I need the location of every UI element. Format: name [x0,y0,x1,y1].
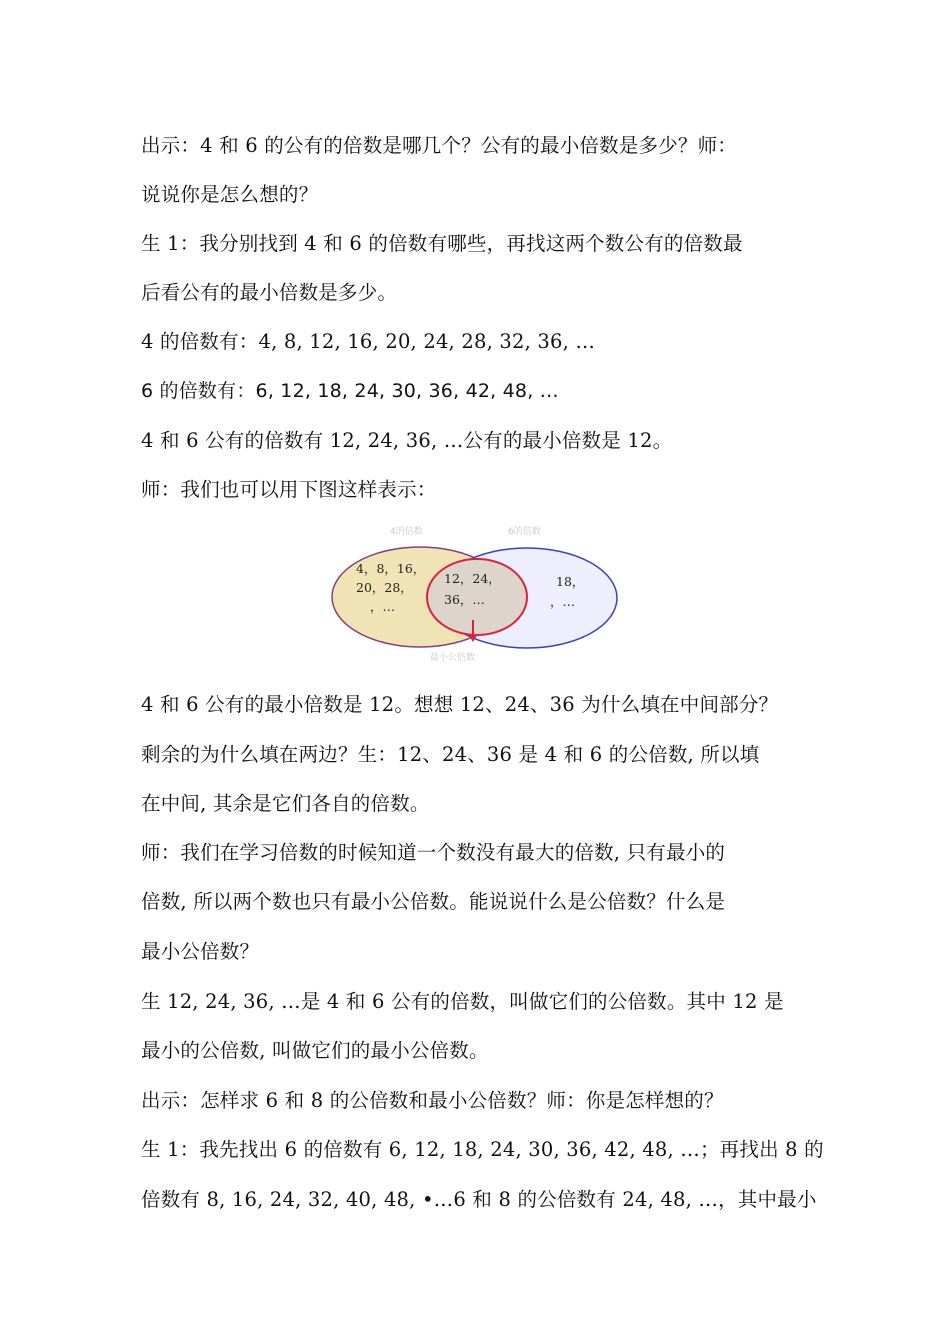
text-line: 最小公倍数？ [141,940,260,963]
text-line: 倍数有 8, 16, 24, 32, 40, 48, •…6 和 8 的公倍数有 24, 48, …，其中最小 [141,1188,817,1211]
venn-left-item: 20，28， [356,580,413,595]
text-line: 倍数, 所以两个数也只有最小公倍数。能说说什么是公倍数？什么是 [141,890,726,913]
venn-middle-item: 36，… [444,592,485,607]
venn-diagram [330,520,630,670]
text-line: 最小的公倍数, 叫做它们的最小公倍数。 [141,1039,489,1062]
venn-left-label: 4的倍数 [390,527,423,537]
venn-right-item: ，… [550,594,576,609]
text-line: 在中间, 其余是它们各自的倍数。 [141,792,430,815]
text-line: 4 的倍数有：4, 8, 12, 16, 20, 24, 28, 32, 36, … [141,330,596,353]
text-line: 说说你是怎么想的？ [141,183,319,206]
text-line: 师：我们也可以用下图这样表示： [141,478,437,501]
text-line: 后看公有的最小倍数是多少。 [141,281,398,304]
venn-middle-item: 12，24， [444,571,501,586]
text-line: 师：我们在学习倍数的时候知道一个数没有最大的倍数, 只有最小的 [141,841,726,864]
venn-right-item: 18， [556,574,585,589]
text-line: 4 和 6 公有的倍数有 12, 24, 36, …公有的最小倍数是 12。 [141,429,673,452]
venn-left-item: ，… [370,599,396,614]
text-line: 6 的倍数有：6, 12, 18, 24, 30, 36, 42, 48, … [141,380,559,402]
text-line: 出示：4 和 6 的公有的倍数是哪几个？公有的最小倍数是多少？师： [141,134,738,157]
text-line: 生 12, 24, 36, …是 4 和 6 公有的倍数，叫做它们的公倍数。其中 12 是 [141,990,784,1013]
text-line: 4 和 6 公有的最小倍数是 12。想想 12、24、36 为什么填在中间部分？ [141,693,779,716]
venn-right-label: 6的倍数 [508,527,541,537]
text-line: 出示：怎样求 6 和 8 的公倍数和最小公倍数？师：你是怎样想的？ [141,1089,724,1112]
text-line: 生 1：我分别找到 4 和 6 的倍数有哪些，再找这两个数公有的倍数最 [141,232,743,255]
venn-left-item: 4，8，16， [356,561,426,576]
text-line: 剩余的为什么填在两边？生：12、24、36 是 4 和 6 的公倍数, 所以填 [141,743,760,766]
text-line: 生 1：我先找出 6 的倍数有 6, 12, 18, 24, 30, 36, 42, 48, …；再找出 8 的 [141,1138,824,1161]
venn-bottom-label: 最小公倍数 [430,653,476,663]
